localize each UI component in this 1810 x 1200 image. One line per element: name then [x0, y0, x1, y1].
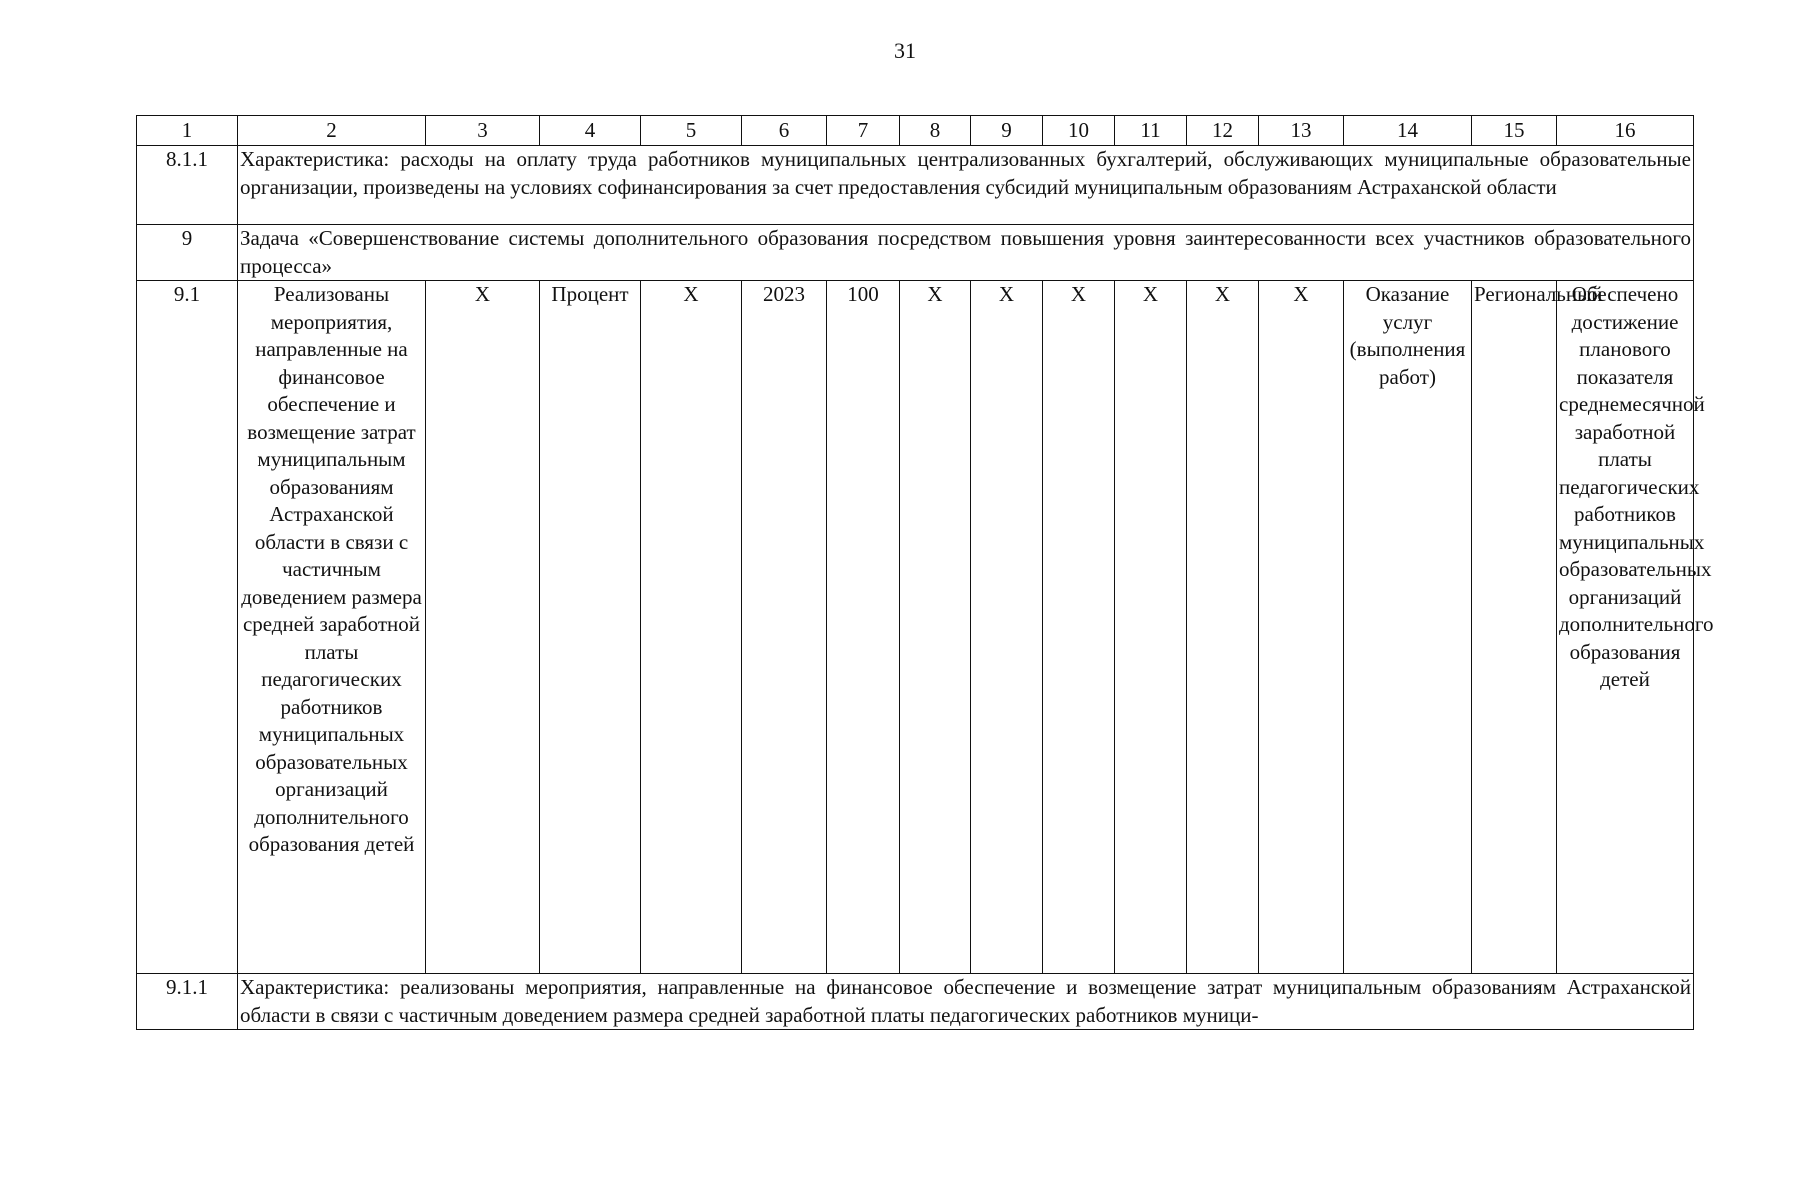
column-number: 2	[238, 116, 426, 146]
cell-value: X	[426, 281, 540, 974]
table-row	[137, 281, 1694, 974]
column-number: 1	[137, 116, 238, 146]
value-cell: 100	[827, 281, 900, 974]
column-number: 12	[1187, 116, 1259, 146]
column-number: 11	[1115, 116, 1187, 146]
column-number: 16	[1557, 116, 1694, 146]
result-description: Обеспечено достижение планового показателя среднемесячной заработной платы педагогических работников муниципальных образовательных организаций дополнительного образования детей	[1557, 281, 1694, 974]
column-number: 4	[540, 116, 641, 146]
cell-value: X	[1259, 281, 1344, 974]
cell-value: X	[971, 281, 1043, 974]
column-number: 10	[1043, 116, 1115, 146]
column-number: 9	[971, 116, 1043, 146]
targets-table	[136, 115, 1714, 1030]
unit-cell: Процент	[540, 281, 641, 974]
row-code: 8.1.1	[137, 146, 238, 225]
column-number: 6	[742, 116, 827, 146]
table-row	[137, 974, 1694, 1030]
column-number: 5	[641, 116, 742, 146]
characteristic-text: Характеристика: расходы на оплату труда работников муниципальных централизованных бухгалтерий, обслуживающих муниципальные образовательные организации, произведены на условиях софинансирования за счет предоставления субсидий муниципальным образованиям Астраханской области	[238, 146, 1694, 225]
cell-value: X	[641, 281, 742, 974]
column-number: 8	[900, 116, 971, 146]
cell-value: X	[1115, 281, 1187, 974]
column-number: 13	[1259, 116, 1344, 146]
table-row	[137, 146, 1694, 225]
page-number: 31	[894, 38, 916, 63]
column-number: 14	[1344, 116, 1472, 146]
cell-value: X	[1043, 281, 1115, 974]
cell-value: X	[1187, 281, 1259, 974]
task-text: Задача «Совершенствование системы дополнительного образования посредством повышения уровня заинтересованности всех участников образовательного процесса»	[238, 225, 1694, 281]
characteristic-text: Характеристика: реализованы мероприятия, направленные на финансовое обеспечение и возмещение затрат муниципальным образованиям Астраханской области в связи с частичным доведением размера средней заработной платы педагогических работников муници-	[238, 974, 1694, 1030]
result-level: Региональный	[1472, 281, 1557, 974]
table-row	[137, 225, 1694, 281]
row-code: 9.1	[137, 281, 238, 974]
cell-value: X	[900, 281, 971, 974]
year-cell: 2023	[742, 281, 827, 974]
result-type: Оказание услуг (выполнения работ)	[1344, 281, 1472, 974]
column-number: 7	[827, 116, 900, 146]
result-name: Реализованы мероприятия, направленные на финансовое обеспечение и возмещение затрат муниципальным образованиям Астраханской области в связи с частичным доведением размера средней заработной платы педагогических работников муниципальных образовательных организаций дополнительного образования детей	[238, 281, 426, 974]
column-number: 15	[1472, 116, 1557, 146]
row-code: 9.1.1	[137, 974, 238, 1030]
column-number: 3	[426, 116, 540, 146]
row-code: 9	[137, 225, 238, 281]
column-number-row	[137, 116, 1694, 146]
